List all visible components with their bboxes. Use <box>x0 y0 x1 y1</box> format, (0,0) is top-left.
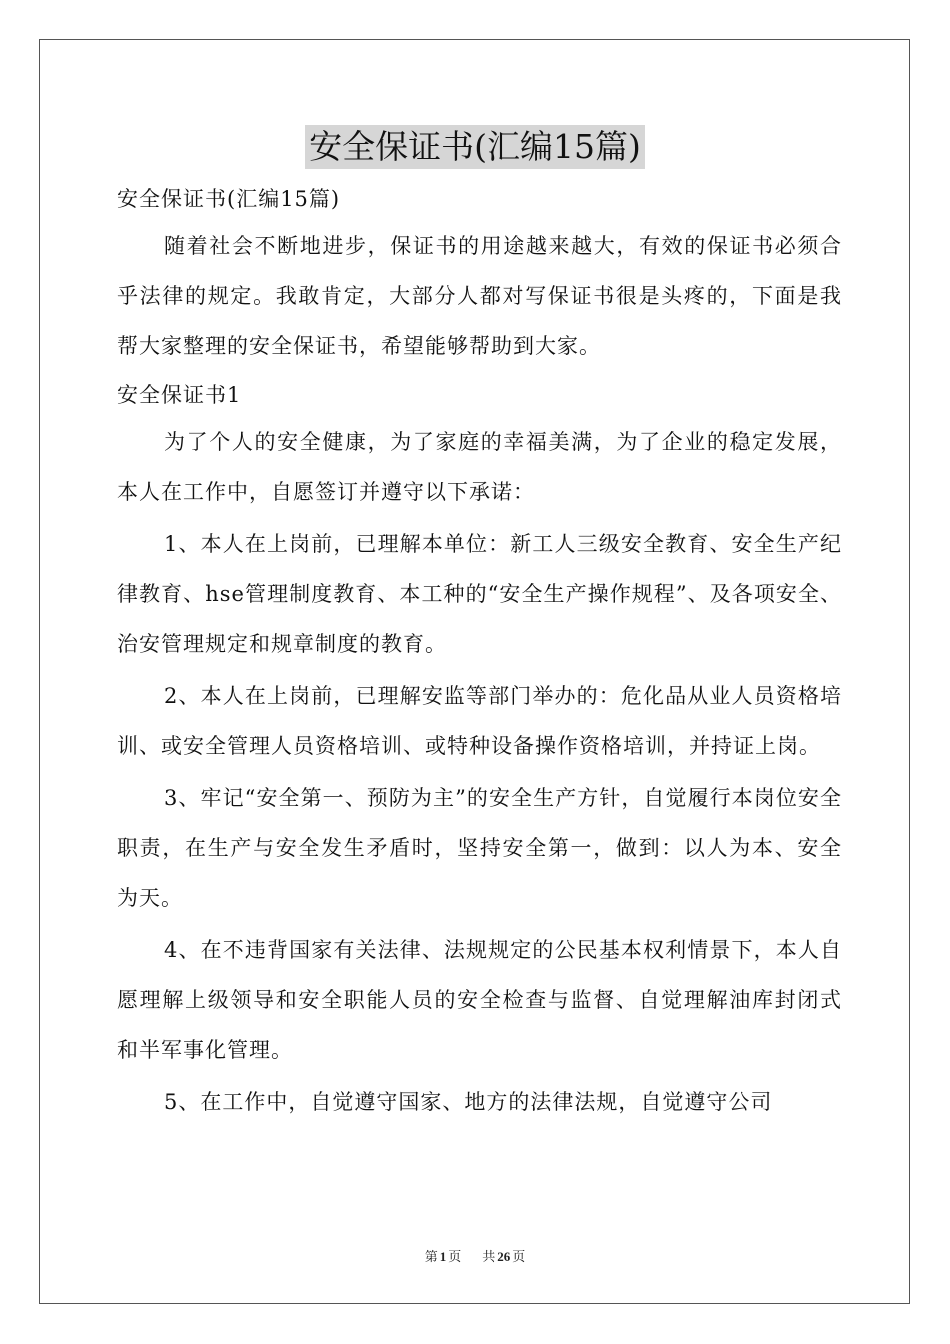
page-footer <box>0 1246 950 1265</box>
total-pages: 26 <box>497 1249 511 1264</box>
total-prefix: 共 <box>482 1249 496 1264</box>
paragraph-item-4: 4、在不违背国家有关法律、法规规定的公民基本权利情景下，本人自愿理解上级领导和安全职能人员的安全检查与监督、自觉理解油库封闭式和半军事化管理。 <box>117 938 842 1062</box>
total-suffix: 页 <box>512 1249 526 1264</box>
paragraph-item-2: 2、本人在上岗前，已理解安监等部门举办的：危化品从业人员资格培训、或安全管理人员资格培训、或特种设备操作资格培训，并持证上岗。 <box>117 684 842 758</box>
page-number: 1 <box>439 1249 447 1264</box>
section-heading: 安全保证书1 <box>117 383 242 407</box>
document-title: 安全保证书(汇编15篇) <box>305 125 645 169</box>
title-container <box>0 125 950 169</box>
paragraph-item-5: 5、在工作中，自觉遵守国家、地方的法律法规，自觉遵守公司 <box>164 1090 773 1114</box>
intro-paragraph: 随着社会不断地进步，保证书的用途越来越大，有效的保证书必须合乎法律的规定。我敢肯定，大部分人都对写保证书很是头疼的，下面是我帮大家整理的安全保证书，希望能够帮助到大家。 <box>117 234 842 358</box>
paragraph-item-3: 3、牢记“安全第一、预防为主”的安全生产方针，自觉履行本岗位安全职责，在生产与安全发生矛盾时，坚持安全第一，做到：以人为本、安全为天。 <box>117 786 842 910</box>
page-prefix: 第 <box>424 1249 438 1264</box>
document-body <box>117 177 842 1129</box>
page-suffix: 页 <box>448 1249 462 1264</box>
document-subtitle: 安全保证书(汇编15篇) <box>117 187 341 211</box>
total-pages-indicator <box>480 1249 527 1264</box>
paragraph-preamble: 为了个人的安全健康，为了家庭的幸福美满，为了企业的稳定发展，本人在工作中，自愿签订并遵守以下承诺： <box>117 430 842 504</box>
paragraph-item-1: 1、本人在上岗前，已理解本单位：新工人三级安全教育、安全生产纪律教育、hse管理制度教育、本工种的“安全生产操作规程”、及各项安全、治安管理规定和规章制度的教育。 <box>117 532 842 656</box>
page-indicator <box>423 1249 464 1264</box>
